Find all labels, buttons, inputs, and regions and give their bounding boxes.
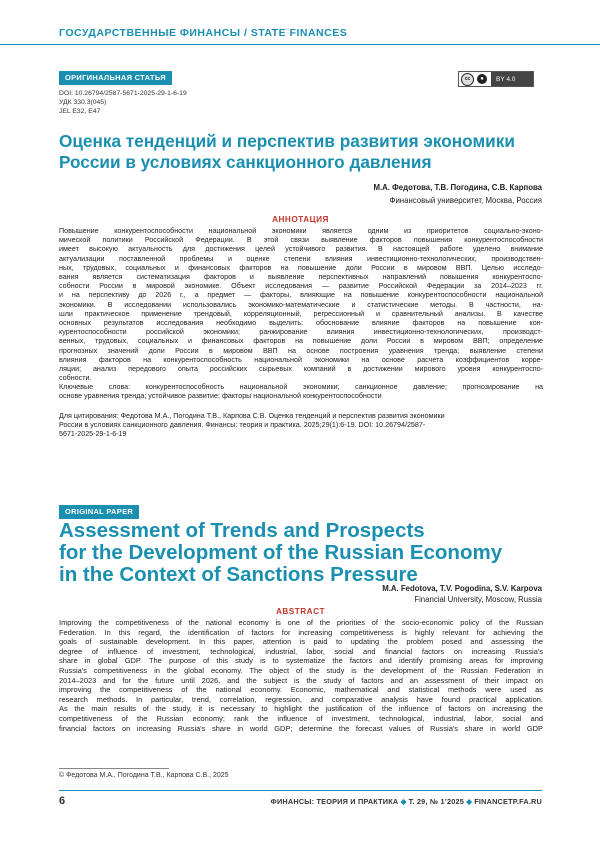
abstract-ru-line: ляции; анализ передового опыта российских сырьевых компаний в достижении мирового уровня конкурентоспо- [59,365,543,374]
article-title-en-line: in the Context of Sanctions Pressure [59,563,418,587]
journal-header: ГОСУДАРСТВЕННЫЕ ФИНАНСЫ / STATE FINANCES [59,27,348,39]
citation-line: России в условиях санкционного давления. Финансы: теория и практика. 2025;29(1):6-19. DOI: 10.26794/2587- [59,421,426,430]
article-title-ru: Оценка тенденций и перспектив развития экономики России в условиях санкционного давления [59,131,515,172]
abstract-ru-line: актуализации поставленной проблемы и оценке степени влияния инвестиционно-технологических, производствен- [59,254,543,263]
abstract-en-line: Improving the competitiveness of the national economy is one of the priorities of the socio-economic policy of the Russian [59,618,543,627]
abstract-en-line: goals of sustainable development. In this paper, attention is paid to updating the problem posed and assessing the [59,637,543,647]
abstract-ru-line: ных, трудовых, социальных и финансовых факторов на повышение доли России в мировом ВВП. Целью исследо- [59,263,543,272]
abstract-ru-line: Повышение конкурентоспособности национальной экономики является одним из приоритетов социально-эконо- [59,227,543,235]
abstract-en-line: research methods. In particular, trend, correlation, regression, and comparative analysis have found practical application. [59,694,543,704]
footnote-rule [59,768,169,769]
article-title-en-line: for the Development of the Russian Economy [59,541,503,565]
abstract-en [59,618,543,733]
abstract-ru-line: и на перспективу до 2026 г., а предмет — факторы, влияющие на повышение конкурентоспособности национальной [59,291,543,300]
abstract-ru-line: имеет высокую актуальность для достижения целей устойчивого развития. В настоящей работе уделено внимание [59,245,543,254]
footer-journal-name: ФИНАНСЫ: ТЕОРИЯ И ПРАКТИКА [270,797,399,806]
abstract-ru-line: венных, трудовых, социальных и финансовых факторов на повышение доли России в мировом ВВП; определение [59,337,543,346]
abstract-ru-line: собности России в мировой экономике. Объект исследования — развитие Российской Федерации за 2014–2023 гг. [59,282,543,291]
udc: УДК 330.3(045) [59,99,107,106]
abstract-en-line: Russia's competitiveness in the global economy. The object of the study is the development of the Russian Federation in [59,665,543,675]
abstract-ru-line: экономики. В исследовании использовались экономико-математические и статистические методы. В частности, на- [59,300,543,309]
abstract-en-line: Federation. In this regard, the identification of factors for increasing competitiveness is highly relevant for achieving the [59,627,543,637]
abstract-ru-line: основных результатов исследования необходимо выделить: обоснование влияние факторов на повышение кон- [59,319,543,328]
abstract-ru-line: прогнозных значений доли России в мировом ВВП на основе построения уравнения тренда; выявление степени [59,346,543,355]
header-rule [0,44,600,45]
abstract-en-line: competitiveness of the Russian economy; rank the influence of investment, technological, industrial, labor, social and [59,713,543,723]
abstract-en-line: financial factors on increasing Russia's share in world GDP; determine the forecast values of Russia's share in world GDP [59,723,543,733]
doi[interactable]: DOI: 10.26794/2587-5671-2025-29-1-6-19 [59,90,187,97]
article-type-badge-ru: ОРИГИНАЛЬНАЯ СТАТЬЯ [59,71,172,85]
authors-ru: М.А. Федотова, Т.В. Погодина, С.В. Карпова [373,183,542,192]
footer-rule [59,790,542,791]
article-type-badge-en: ORIGINAL PAPER [59,505,139,519]
jel-codes: JEL E32, E47 [59,108,101,115]
copyright: © Федотова М.А., Погодина Т.В., Карпова С.В., 2025 [59,772,229,779]
footer-site[interactable]: FINANCETP.FA.RU [474,797,542,806]
authors-en: M.A. Fedotova, T.V. Pogodina, S.V. Karpova [382,584,542,593]
cc-license-badge[interactable] [458,71,534,87]
article-title-en-line: Assessment of Trends and Prospects [59,519,425,542]
abstract-en-line: As the main results of the study, it is necessary to highlight the justification of the influence of factors on increasing the [59,704,543,714]
abstract-en-line: share in global GDP. The purpose of this study is to systematize the factors and identify promising areas for improving [59,656,543,666]
abstract-ru-line: собности. [59,374,92,383]
abstract-en-line: degree of influence of investment, technological, industrial, labor, social and financial factors on increasing Russia's [59,646,543,656]
diamond-icon: ◆ [400,797,409,806]
abstract-ru-line: влияния факторов на конкурентоспособность национальной экономики на основе расчета коэффициентов корре- [59,355,543,364]
citation-line: Для цитирования: Федотова М.А., Погодина Т.В., Карпова С.В. Оценка тенденций и перспектив развития экономики [59,412,445,420]
abstract-en-line: improving the competitiveness of the national economy. Economic, mathematical and statistical methods were used as [59,685,543,695]
keywords-ru [59,383,543,401]
abstract-ru-line: мической политики Российской Федерации. В этой связи выявление факторов повышения конкурентоспособности [59,236,543,245]
abstract-ru-line: шли практическое применение трендовый, корреляционный, регрессионный и сравнительный анализы. В качестве [59,309,543,318]
abstract-ru [59,227,543,383]
affiliation-ru: Финансовый университет, Москва, Россия [389,196,542,205]
footer-journal-info [271,797,542,806]
abstract-ru-line: вания является систематизация факторов и выявление перспективных направлений повышения конкурентоспо- [59,273,543,282]
keywords-ru-line: основе уравнения тренда; устойчивое развитие; факторы национальной конкурентоспособности [59,392,382,401]
page-number: 6 [59,795,66,807]
abstract-heading-en: ABSTRACT [275,607,326,616]
authors-block-en [382,584,542,605]
abstract-heading-ru: АННОТАЦИЯ [272,215,329,224]
abstract-ru-line: курентоспособности российской экономики; ранжирование влияния инвестиционно-технологических, производст- [59,328,543,337]
cc-license-text: BY 4.0 [491,72,533,86]
keywords-ru-line: Ключевые слова: конкурентоспособность национальной экономики; санкционное давление; прогнозирование на [59,383,543,391]
diamond-icon: ◆ [466,797,475,806]
abstract-en-line: 2014–2023 and for the future until 2026, and the subject is the study of factors and an assessment of their impact on [59,675,543,685]
article-title-en [59,520,549,587]
cc-logo-icon: cc [461,73,474,86]
citation-line: 5671-2025-29-1-6-19 [59,430,127,439]
affiliation-en: Financial University, Moscow, Russia [414,595,542,604]
attribution-icon: ● [477,74,487,84]
footer-issue: Т. 29, № 1’2025 [408,797,464,806]
citation [59,412,543,440]
authors-block-ru [374,183,543,206]
